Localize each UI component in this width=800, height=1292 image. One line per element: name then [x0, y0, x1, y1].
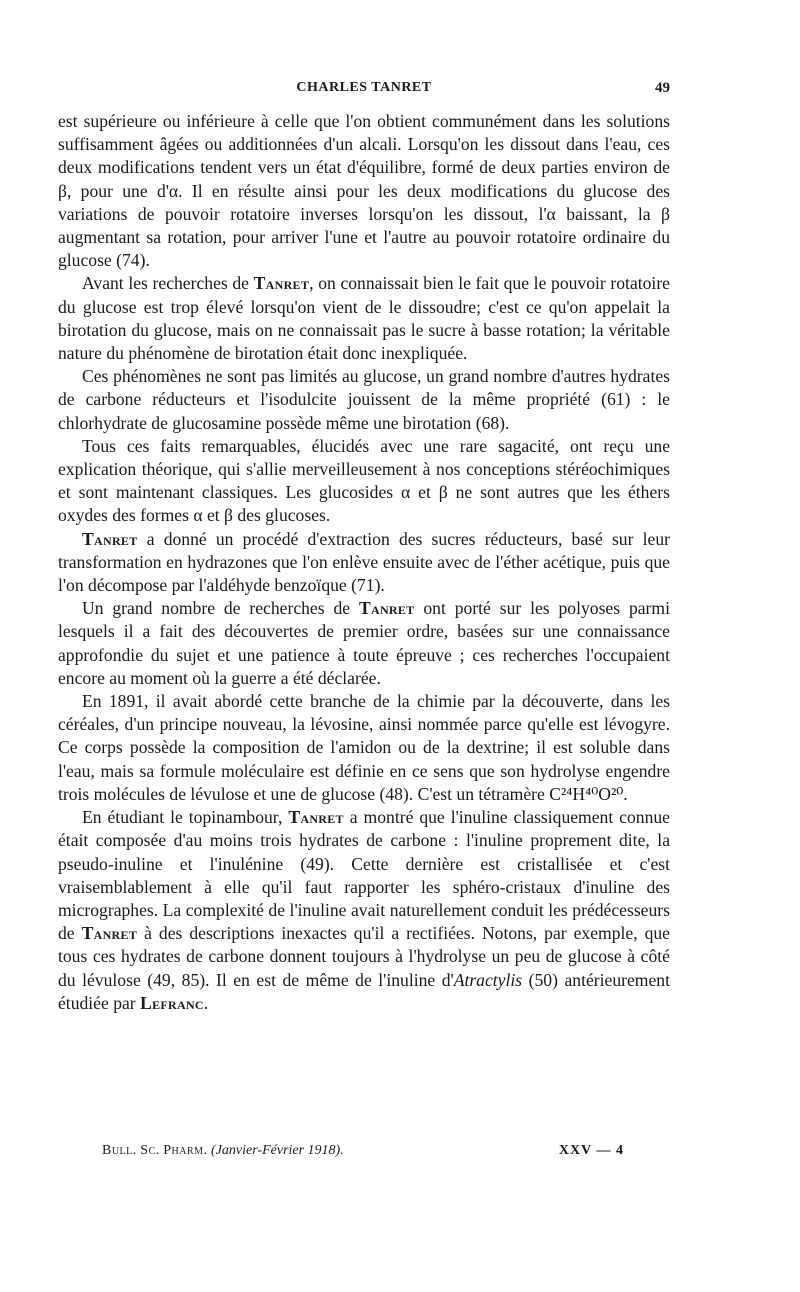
- paragraph: [58, 597, 670, 690]
- journal-abbrev: Sc.: [140, 1143, 160, 1158]
- paragraph: [58, 272, 670, 365]
- paragraph-text: .: [203, 992, 209, 1013]
- running-title: CHARLES TANRET: [296, 80, 432, 95]
- author-name: Lefranc: [140, 992, 204, 1013]
- paragraph: [58, 110, 670, 272]
- species-name: Atractylis: [453, 969, 523, 990]
- paragraph: [58, 528, 670, 598]
- author-name: Tanret: [288, 807, 344, 828]
- paragraph-text: Ces phénomènes ne sont pas limités au glucose, un grand nombre d'autres hydrates de carbone réducteurs et l'isodulcite jouissent de la même propriété (61) : le chlorhydrate de glucosamine possède même une birotation (68).: [58, 366, 670, 433]
- author-name: Tanret: [81, 923, 138, 944]
- paragraph: [58, 435, 670, 528]
- running-head: [58, 80, 670, 102]
- paragraph-text: , on connaissait bien le fait que le pouvoir rotatoire du glucose est trop élevé lorsqu'on vient de le dissoudre; c'est ce qu'on appelait la birotation du glucose, mais on ne connaissait pas le sucre à basse rotation; la véritable nature du phénomène de birotation était donc inexpliquée.: [58, 273, 670, 364]
- paragraph-text: est supérieure ou inférieure à celle que l'on obtient communément dans les solutions suffisamment âgées ou additionnées d'un alcali. Lorsqu'on les dissout dans l'eau, ces deux modifications tendent vers un état d'équilibre, formé de deux parties environ de β, pour une d'α. Il en résulte ainsi pour les deux modifications du glucose des variations de pouvoir rotatoire inverses lorsqu'on les dissout, l'α baissant, la β augmentant sa rotation, pour arriver l'une et l'autre au pouvoir rotatoire ordinaire du glucose (74).: [58, 111, 670, 271]
- author-name: Tanret: [253, 273, 310, 294]
- issue-date: (Janvier-Février 1918).: [211, 1143, 344, 1158]
- paragraph: [58, 690, 670, 806]
- paragraph-text: a montré que l'inuline classiquement connue était composée d'au moins trois hydrates de carbone : l'inuline proprement dite, la pseudo-inuline et l'inulénine (49). Cette dernière est cristallisée et c'est vraisemblablement à elle qu'il faut rapporter les sphéro-cristaux d'inuline des micrographes. La complexité de l'inuline avait naturellement conduit les prédécesseurs de: [58, 807, 670, 944]
- paragraph-text: Avant les recherches de: [82, 273, 254, 294]
- paragraph-text: Tous ces faits remarquables, élucidés avec une rare sagacité, ont reçu une explication théorique, qui s'allie merveilleusement à nos conceptions stéréochimiques et sont maintenant classiques. Les glucosides α et β ne sont autres que les éthers oxydes des formes α et β des glucoses.: [58, 435, 670, 526]
- journal-abbrev: Bull.: [102, 1143, 137, 1158]
- page-number: 49: [655, 80, 670, 96]
- paragraph-text: En étudiant le topinambour,: [82, 807, 289, 828]
- body-text: [58, 110, 670, 1015]
- paragraph-text: a donné un procédé d'extraction des sucres réducteurs, basé sur leur transformation en hydrazones que l'on enlève ensuite avec de l'éther acétique, puis que l'on décompose par l'aldéhyde benzoïque (71).: [58, 528, 670, 596]
- paragraph-text: (50) antérieurement étudiée par: [58, 969, 670, 1013]
- author-name: Tanret: [82, 528, 138, 549]
- journal-citation: [102, 1143, 344, 1159]
- author-name: Tanret: [358, 598, 415, 619]
- journal-abbrev: Pharm.: [163, 1143, 208, 1158]
- paragraph-text: à des descriptions inexactes qu'il a rectifiées. Notons, par exemple, que tous ces hydrates de carbone donnent toujours à l'hydrolyse un peu de glucose à côté du lévulose (49, 85). Il en est de même de l'inuline d': [58, 923, 670, 990]
- paragraph: [58, 806, 670, 1015]
- signature-mark: XXV — 4: [558, 1143, 624, 1158]
- page-footer: [102, 1143, 624, 1165]
- paragraph-text: En 1891, il avait abordé cette branche de la chimie par la découverte, dans les céréales, d'un principe nouveau, la lévosine, ainsi nommée parce qu'elle est lévogyre. Ce corps possède la composition de l'amidon ou de la dextrine; il est soluble dans l'eau, mais sa formule moléculaire est définie en ce sens que son hydrolyse engendre trois molécules de lévulose et une de glucose (48). C'est un tétramère C²⁴H⁴⁰O²⁰.: [58, 691, 670, 804]
- paragraph: [58, 365, 670, 435]
- paragraph-text: Un grand nombre de recherches de: [82, 598, 359, 619]
- paragraph-text: ont porté sur les polyoses parmi lesquels il a fait des découvertes de premier ordre, basées sur une connaissance approfondie du sujet et une patience à toute épreuve ; ces recherches l'occupaient encore au moment où la guerre a été déclarée.: [58, 598, 670, 688]
